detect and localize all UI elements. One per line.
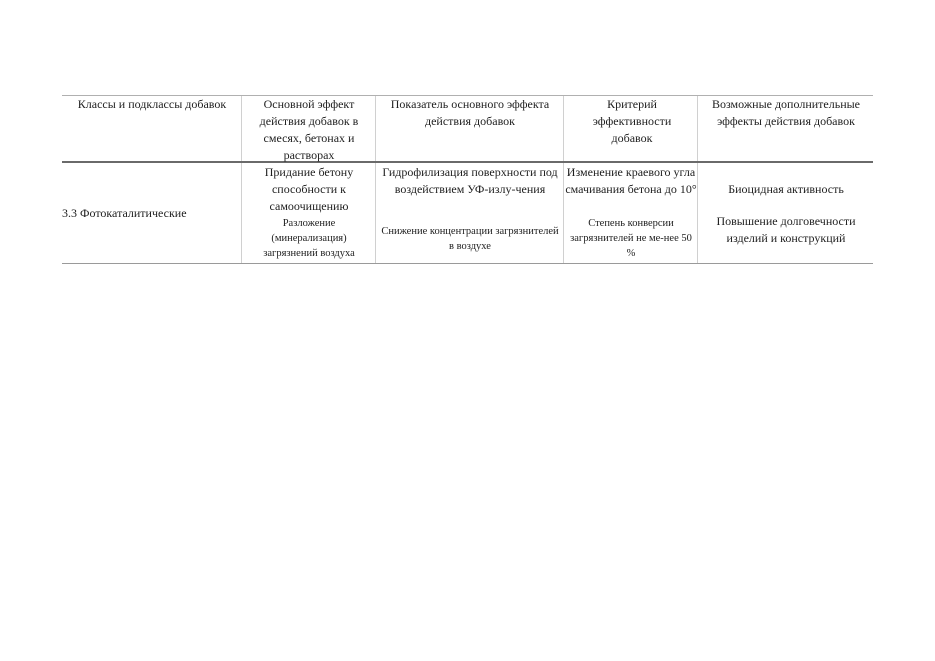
column-divider: [697, 96, 698, 161]
header-main-effect: Основной эффект действия добавок в смесях, бетонах и растворах: [259, 97, 359, 162]
column-divider: [697, 163, 698, 263]
header-additional-effects: Возможные дополнительные эффекты действия добавок: [711, 97, 860, 128]
row-additional-secondary: Повышение долговечности изделий и конструкций: [716, 214, 856, 245]
column-divider: [241, 96, 242, 161]
header-criterion: Критерий эффективности добавок: [592, 97, 672, 145]
header-separator-rule: [62, 161, 873, 163]
row-criterion-secondary: Степень конверсии загрязнителей не ме-нее 50 %: [570, 218, 692, 259]
column-divider: [375, 96, 376, 161]
column-divider: [241, 163, 242, 263]
header-classes: Классы и подклассы добавок: [77, 97, 227, 111]
additives-table: [62, 95, 873, 264]
table-bottom-rule: [62, 263, 873, 264]
row-class-label: 3.3 Фотокаталитические: [62, 206, 187, 220]
row-main-effect-secondary: Разложение (минерализация) загрязнений воздуха: [263, 218, 355, 259]
row-indicator-secondary: Снижение концентрации загрязнителей в воздухе: [381, 226, 559, 252]
row-additional-primary: Биоцидная активность: [728, 182, 844, 196]
row-main-effect-primary: Придание бетону способности к самоочищению: [264, 165, 354, 213]
header-indicator: Показатель основного эффекта действия добавок: [390, 97, 550, 128]
column-divider: [563, 96, 564, 161]
row-criterion-primary: Изменение краевого угла смачивания бетона до 10°: [565, 165, 697, 196]
row-indicator-primary: Гидрофилизация поверхности под воздействием УФ-излу-чения: [382, 165, 558, 196]
